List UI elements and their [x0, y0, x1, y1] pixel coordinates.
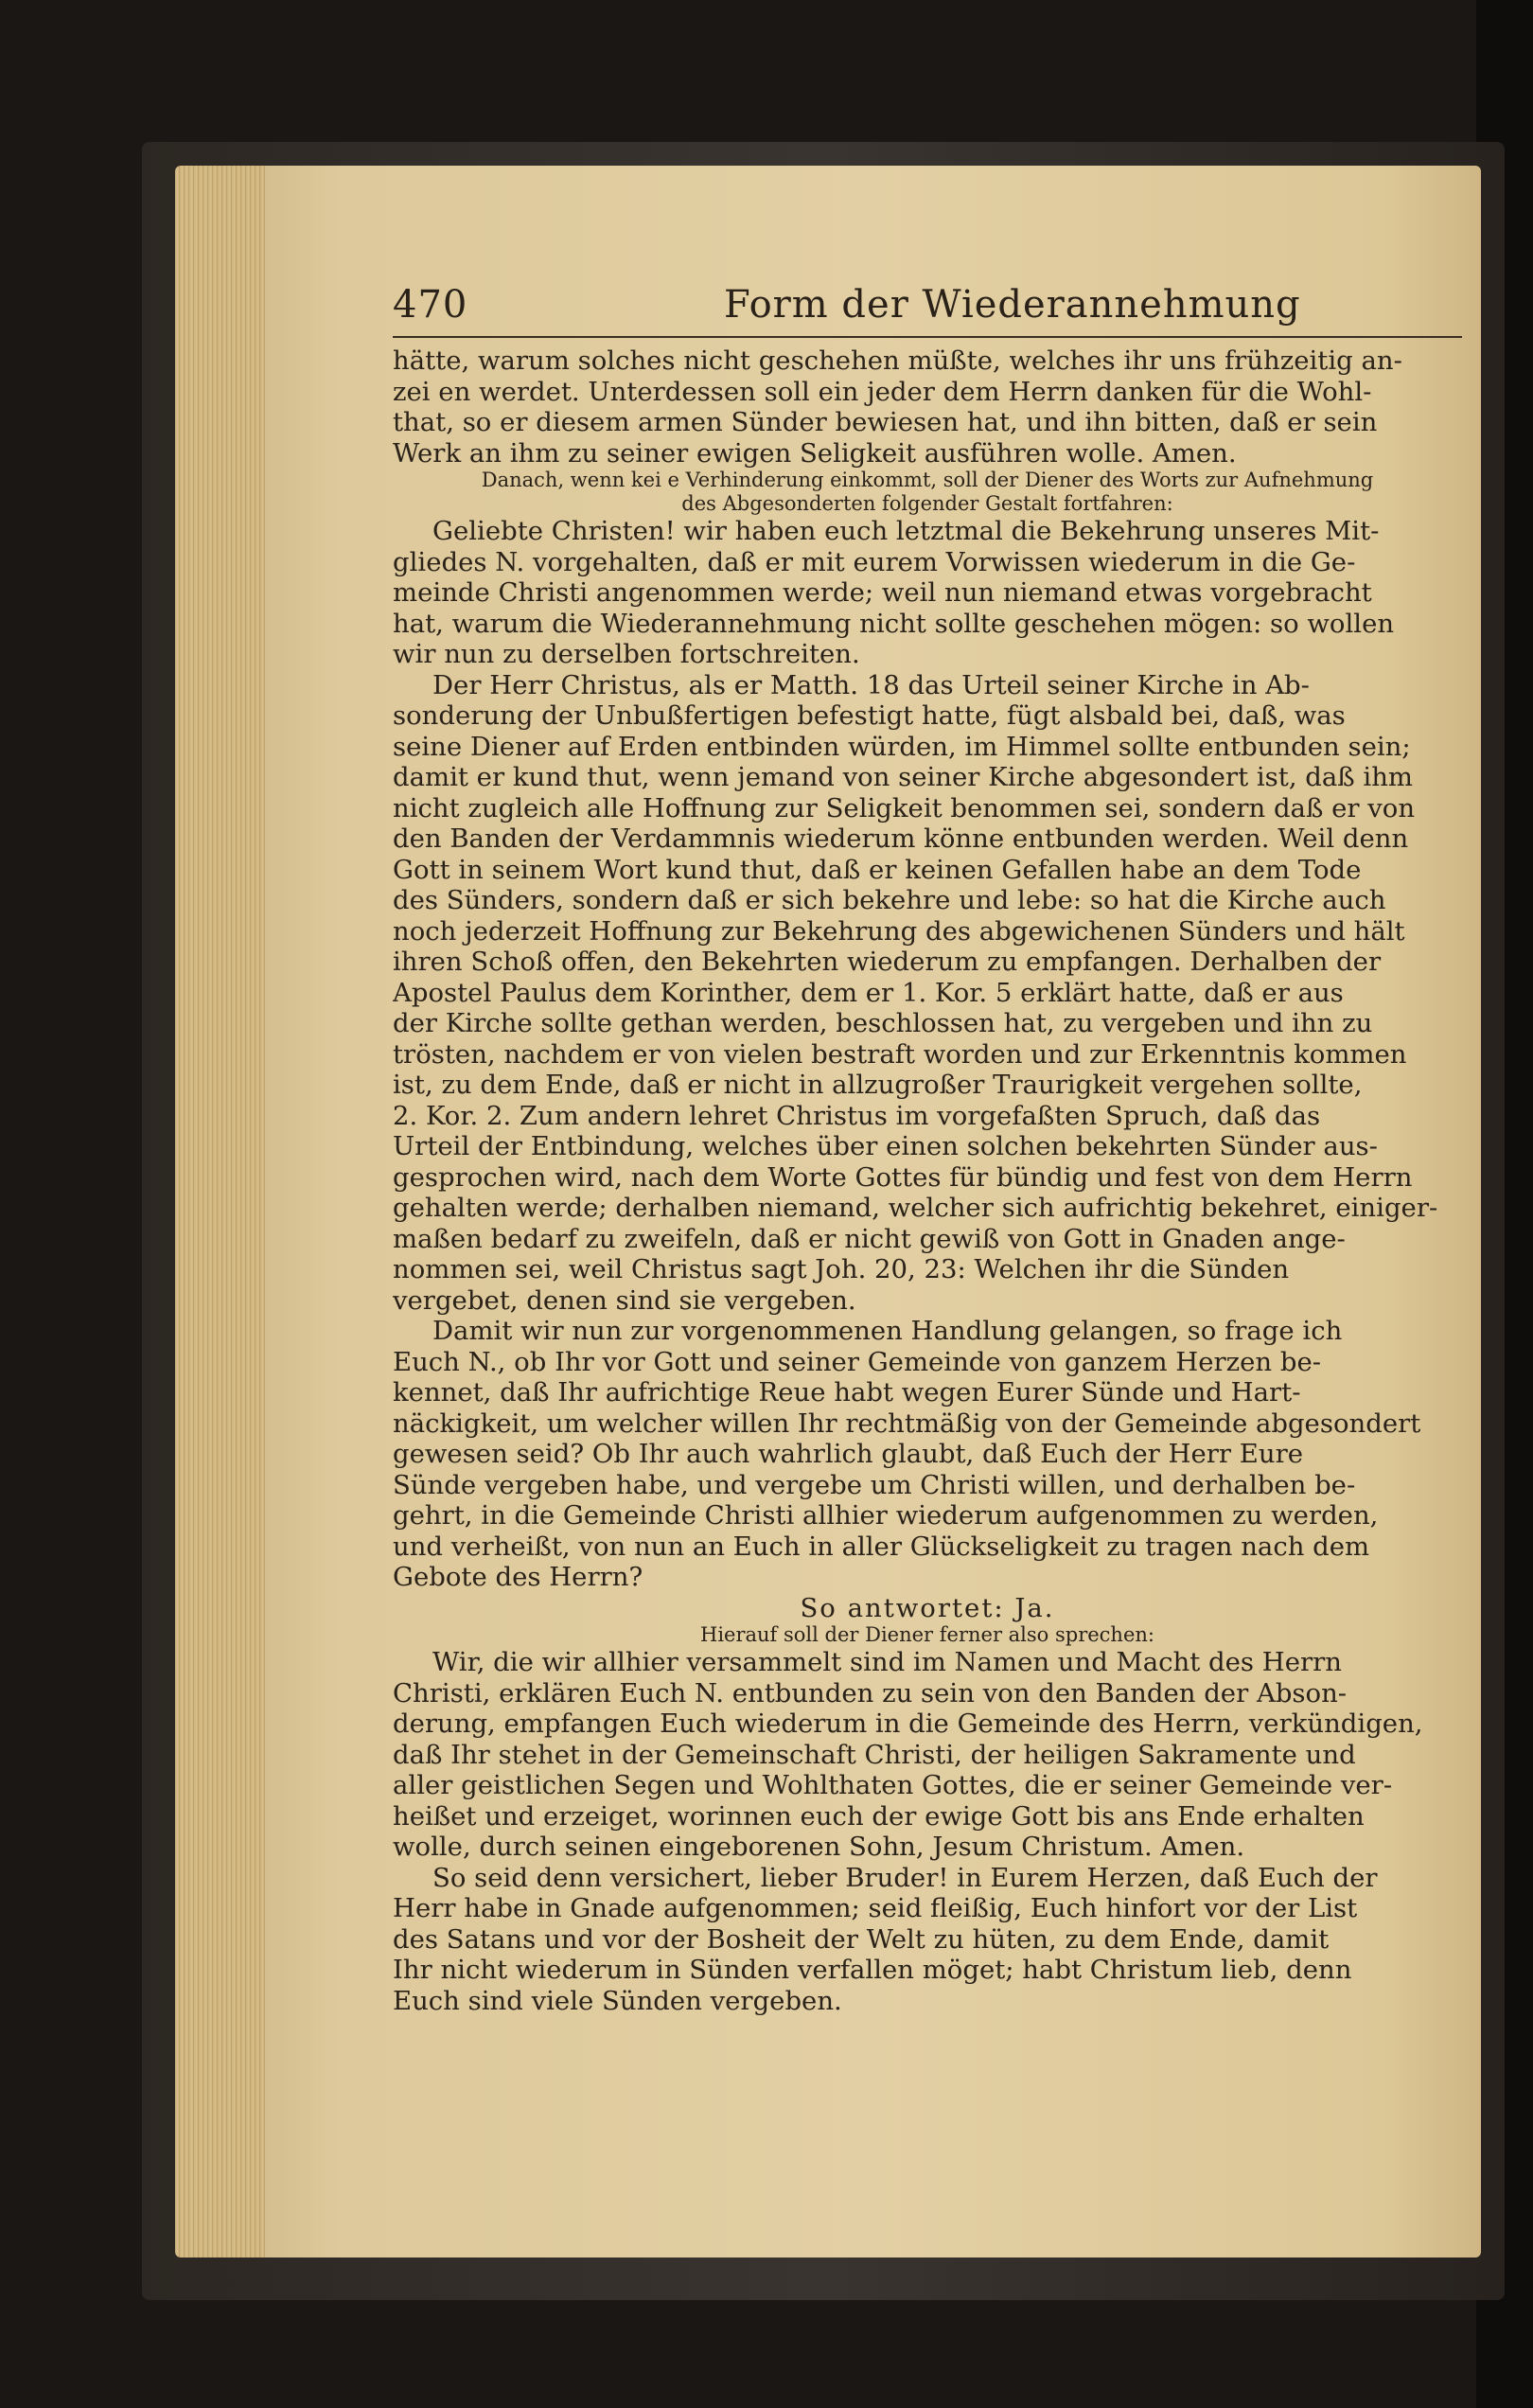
text-line: gesprochen wird, nach dem Worte Gottes für bündig und fest von dem Herrn [393, 1161, 1413, 1193]
page-number: 470 [393, 283, 468, 327]
text-line: nicht zugleich alle Hoffnung zur Seligkeit benommen sei, sondern daß er von [393, 792, 1416, 823]
rubric-line: Hierauf soll der Diener ferner also sprechen: [700, 1623, 1154, 1646]
text-line: Sünde vergeben habe, und vergebe um Christi willen, und derhalben be- [393, 1469, 1356, 1500]
text-line: seine Diener auf Erden entbinden würden, im Himmel sollte entbunden sein; [393, 731, 1411, 762]
text-line: und verheißt, von nun an Euch in aller Glückseligkeit zu tragen nach dem [393, 1531, 1370, 1562]
text-line: ist, zu dem Ende, daß er nicht in allzugroßer Traurigkeit vergehen sollte, [393, 1070, 1363, 1100]
text-line: kennet, daß Ihr aufrichtige Reue habt wegen Eurer Sünde und Hart- [393, 1377, 1301, 1408]
text-line: den Banden der Verdammnis wiederum könne entbunden werden. Weil denn [393, 823, 1409, 854]
text-line: daß Ihr stehet in der Gemeinschaft Christi, der heiligen Sakramente und [393, 1739, 1356, 1770]
text-line: zei en werdet. Unterdessen soll ein jeder dem Herrn danken für die Wohl- [393, 376, 1372, 407]
response-line: So antwortet: Ja. [800, 1592, 1055, 1623]
page-edges [175, 166, 279, 2258]
text-line: gehrt, in die Gemeinde Christi allhier wiederum aufgenommen zu werden, [393, 1500, 1379, 1531]
text-line: noch jederzeit Hoffnung zur Bekehrung des abgewichenen Sünders und hält [393, 915, 1405, 947]
text-line: gliedes N. vorgehalten, daß er mit eurem Vorwissen wiederum in die Ge- [393, 546, 1356, 577]
rubric-line: Danach, wenn kei e Verhinderung einkommt, soll der Diener des Worts zur Aufnehmung [481, 469, 1374, 491]
text-line: ihren Schoß offen, den Bekehrten wiederum zu empfangen. Derhalben der [393, 947, 1382, 977]
book-page [265, 166, 1481, 2258]
page-body [393, 345, 1462, 2016]
text-line: Christi, erklären Euch N. entbunden zu sein von den Banden der Abson- [393, 1677, 1348, 1709]
text-line: maßen bedarf zu zweifeln, daß er nicht gewiß von Gott in Gnaden ange- [393, 1223, 1346, 1254]
running-title: Form der Wiederannehmung [724, 283, 1301, 327]
text-line: wir nun zu derselben fortschreiten. [393, 639, 860, 669]
text-line: heißet und erzeiget, worinnen euch der ewige Gott bis ans Ende erhalten [393, 1800, 1365, 1832]
text-line: Ihr nicht wiederum in Sünden verfallen möget; habt Christum lieb, denn [393, 1955, 1352, 1985]
text-line: damit er kund thut, wenn jemand von seiner Kirche abgesondert ist, daß ihm [393, 762, 1413, 792]
text-line: Gott in seinem Wort kund thut, daß er keinen Gefallen habe an dem Tode [393, 854, 1362, 885]
text-line: Apostel Paulus dem Korinther, dem er 1. Kor. 5 erklärt hatte, daß er aus [393, 977, 1344, 1008]
text-line: gehalten werde; derhalben niemand, welcher sich aufrichtig bekehret, einiger- [393, 1193, 1438, 1223]
text-line: wolle, durch seinen eingeborenen Sohn, Jesum Christum. Amen. [393, 1832, 1245, 1862]
text-line: hätte, warum solches nicht geschehen müßte, welches ihr uns frühzeitig an- [393, 345, 1402, 376]
text-line: Geliebte Christen! wir haben euch letztmal die Bekehrung unseres Mit- [432, 516, 1380, 546]
text-line: Euch N., ob Ihr vor Gott und seiner Gemeinde von ganzem Herzen be- [393, 1346, 1322, 1377]
text-line: vergebet, denen sind sie vergeben. [393, 1284, 856, 1316]
text-line: aller geistlichen Segen und Wohlthaten Gottes, die er seiner Gemeinde ver- [393, 1770, 1393, 1800]
text-line: nommen sei, weil Christus sagt Joh. 20, 23: Welchen ihr die Sünden [393, 1254, 1290, 1284]
text-line: gewesen seid? Ob Ihr auch wahrlich glaubt, daß Euch der Herr Eure [393, 1439, 1304, 1469]
page-header [393, 279, 1462, 336]
text-line: trösten, nachdem er von vielen bestraft worden und zur Erkenntnis kommen [393, 1038, 1407, 1070]
rubric-line: des Abgesonderten folgender Gestalt fortfahren: [681, 492, 1173, 515]
text-line: Werk an ihm zu seiner ewigen Seligkeit ausführen wolle. Amen. [393, 437, 1237, 469]
text-line: Damit wir nun zur vorgenommenen Handlung gelangen, so frage ich [432, 1316, 1343, 1346]
text-line: der Kirche sollte gethan werden, beschlossen hat, zu vergeben und ihn zu [393, 1008, 1373, 1038]
text-line: that, so er diesem armen Sünder bewiesen hat, und ihn bitten, daß er sein [393, 407, 1378, 437]
text-line: meinde Christi angenommen werde; weil nun niemand etwas vorgebracht [393, 577, 1372, 608]
text-line: des Sünders, sondern daß er sich bekehre und lebe: so hat die Kirche auch [393, 885, 1386, 915]
text-line: So seid denn versichert, lieber Bruder! in Eurem Herzen, daß Euch der [432, 1862, 1378, 1893]
text-line: näckigkeit, um welcher willen Ihr rechtmäßig von der Gemeinde abgesondert [393, 1408, 1421, 1439]
text-line: sonderung der Unbußfertigen befestigt hatte, fügt alsbald bei, daß, was [393, 700, 1346, 731]
text-line: derung, empfangen Euch wiederum in die Gemeinde des Herrn, verkündigen, [393, 1709, 1423, 1739]
header-rule [393, 336, 1462, 338]
text-line: hat, warum die Wiederannehmung nicht sollte geschehen mögen: so wollen [393, 608, 1395, 639]
text-line: Euch sind viele Sünden vergeben. [393, 1985, 842, 2016]
text-line: Herr habe in Gnade aufgenommen; seid fleißig, Euch hinfort vor der List [393, 1893, 1358, 1923]
text-line: Urteil der Entbindung, welches über einen solchen bekehrten Sünder aus- [393, 1131, 1378, 1161]
text-line: 2. Kor. 2. Zum andern lehret Christus im vorgefaßten Spruch, daß das [393, 1100, 1321, 1131]
text-line: des Satans und vor der Bosheit der Welt zu hüten, zu dem Ende, damit [393, 1923, 1330, 1955]
text-line: Der Herr Christus, als er Matth. 18 das Urteil seiner Kirche in Ab- [432, 669, 1310, 700]
text-line: Gebote des Herrn? [393, 1562, 643, 1592]
text-line: Wir, die wir allhier versammelt sind im Namen und Macht des Herrn [432, 1647, 1343, 1677]
